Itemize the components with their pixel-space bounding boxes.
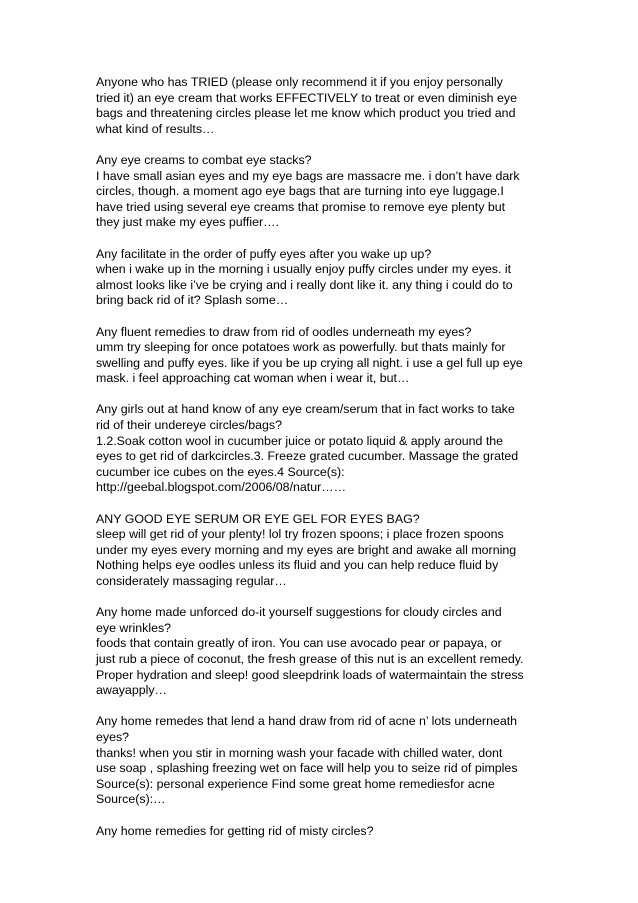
- text-line: I have small asian eyes and my eye bags are massacre me. i don’t have dark: [96, 168, 520, 183]
- paragraph-3: [96, 247, 556, 309]
- text-line: bring back rid of it? Splash some…: [96, 293, 289, 308]
- document-page: [96, 75, 556, 855]
- text-line: just rub a piece of coconut, the fresh grease of this nut is an excellent remedy.: [96, 651, 524, 666]
- paragraph-5: [96, 402, 556, 496]
- text-line: awayapply…: [96, 683, 167, 698]
- source-url: http://geebal.blogspot.com/2006/08/natur……: [96, 480, 347, 495]
- paragraph-4: [96, 325, 556, 387]
- text-line: rid of their undereye circles/bags?: [96, 418, 282, 433]
- text-line: eyes?: [96, 729, 130, 744]
- text-line: umm try sleeping for once potatoes work as powerfully. but thats mainly for: [96, 340, 506, 355]
- text-line: Source(s): personal experience Find some great home remediesfor acne: [96, 776, 495, 791]
- text-line: Any facilitate in the order of puffy eyes after you wake up up?: [96, 246, 432, 261]
- text-line: Nothing helps eye oodles unless its fluid and you can help reduce fluid by: [96, 558, 499, 573]
- paragraph-8: [96, 714, 556, 808]
- text-line: sleep will get rid of your plenty! lol try frozen spoons; i place frozen spoons: [96, 527, 504, 542]
- text-line: 1.2.Soak cotton wool in cucumber juice or potato liquid & apply around the: [96, 433, 504, 448]
- text-line: what kind of results…: [96, 121, 215, 136]
- text-line: circles, though. a moment ago eye bags that are turning into eye luggage.I: [96, 184, 504, 199]
- text-line: Any home remedies for getting rid of misty circles?: [96, 823, 374, 838]
- text-line: ANY GOOD EYE SERUM OR EYE GEL FOR EYES BAG?: [96, 511, 420, 526]
- text-line: Any home made unforced do-it yourself suggestions for cloudy circles and: [96, 605, 502, 620]
- text-line: thanks! when you stir in morning wash your facade with chilled water, dont: [96, 745, 503, 760]
- text-line: use soap , splashing freezing wet on face will help you to seize rid of pimples: [96, 761, 518, 776]
- text-line: mask. i feel approaching cat woman when i wear it, but…: [96, 371, 410, 386]
- text-line: Proper hydration and sleep! good sleepdrink loads of watermaintain the stress: [96, 667, 524, 682]
- text-line: considerately massaging regular…: [96, 574, 287, 588]
- text-line: tried it) an eye cream that works EFFECTIVELY to treat or even diminish eye: [96, 90, 517, 105]
- text-line: bags and threatening circles please let me know which product you tried and: [96, 106, 516, 121]
- text-line: have tried using several eye creams that promise to remove eye plenty but: [96, 199, 506, 214]
- text-line: eyes to get rid of darkcircles.3. Freeze grated cucumber. Massage the grated: [96, 449, 519, 464]
- paragraph-2: [96, 153, 556, 231]
- paragraph-9: [96, 824, 556, 840]
- text-line: Anyone who has TRIED (please only recommend it if you enjoy personally: [96, 75, 503, 89]
- text-line: Any home remedes that lend a hand draw from rid of acne n’ lots underneath: [96, 714, 518, 729]
- text-line: Any eye creams to combat eye stacks?: [96, 152, 312, 167]
- text-line: swelling and puffy eyes. like if you be up crying all night. i use a gel full up eye: [96, 355, 523, 370]
- text-line: eye wrinkles?: [96, 620, 172, 635]
- text-line: Source(s):…: [96, 792, 166, 807]
- text-line: foods that contain greatly of iron. You can use avocado pear or papaya, or: [96, 636, 502, 651]
- text-line: under my eyes every morning and my eyes are bright and awake all morning: [96, 542, 517, 557]
- text-line: when i wake up in the morning i usually enjoy puffy circles under my eyes. it: [96, 262, 512, 277]
- paragraph-7: [96, 605, 556, 699]
- text-line: Any girls out at hand know of any eye cream/serum that in fact works to take: [96, 402, 515, 417]
- paragraph-1: [96, 75, 556, 137]
- text-line: almost looks like i’ve be crying and i really dont like it. any thing i could do to: [96, 277, 513, 292]
- text-line: Any fluent remedies to draw from rid of oodles underneath my eyes?: [96, 324, 472, 339]
- text-line: cucumber ice cubes on the eyes.4 Source(s):: [96, 464, 345, 479]
- text-line: they just make my eyes puffier….: [96, 215, 279, 230]
- paragraph-6: [96, 512, 556, 590]
